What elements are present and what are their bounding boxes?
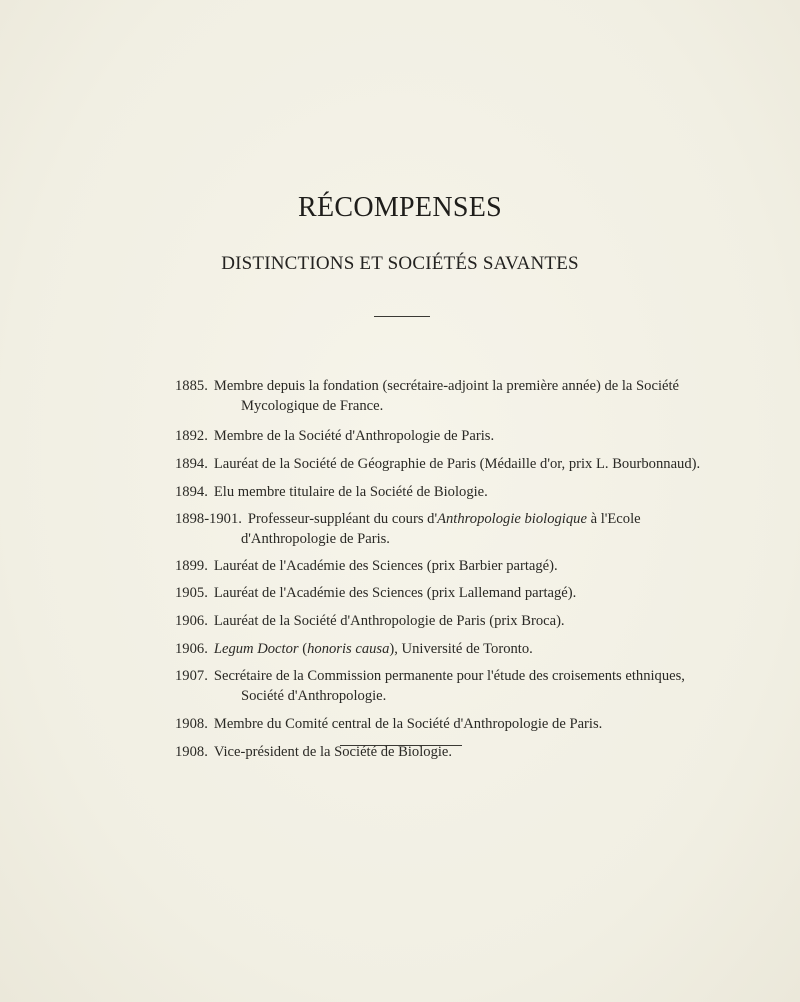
entry-text: Membre depuis la fondation (secrétaire-adjoint la première année) de la Société Mycologique de France. — [213, 378, 680, 414]
list-item — [175, 509, 715, 549]
entry-year: 1906. — [175, 641, 208, 657]
list-item — [175, 666, 715, 706]
entry-year: 1885. — [175, 378, 208, 394]
entry-text: Professeur-suppléant du cours d' — [247, 511, 438, 527]
entry-text: Elu membre titulaire de la Société de Biologie. — [213, 484, 488, 500]
entry-text-after: ), Université de Toronto. — [389, 641, 533, 657]
entry-text: Membre de la Société d'Anthropologie de Paris. — [213, 428, 495, 444]
entry-year: 1908. — [175, 716, 208, 732]
entry-year: 1894. — [175, 484, 208, 500]
entry-text: ( — [298, 641, 308, 657]
entry-year: 1892. — [175, 428, 208, 444]
entry-text-italic: honoris causa — [307, 641, 390, 657]
list-item — [175, 714, 715, 734]
entry-text: Membre du Comité central de la Société d'Anthropologie de Paris. — [213, 716, 603, 732]
entry-text-after: à l'Ecole d'Anthropologie de Paris. — [241, 511, 641, 547]
divider-top — [374, 316, 430, 317]
entry-year: 1898-1901. — [175, 511, 242, 527]
page-title: RÉCOMPENSES — [297, 192, 503, 223]
entry-text: Lauréat de la Société de Géographie de Paris (Médaille d'or, prix L. Bourbonnaud). — [213, 456, 701, 472]
entry-year: 1899. — [175, 558, 208, 574]
entry-text: Lauréat de l'Académie des Sciences (prix Barbier partagé). — [213, 558, 558, 574]
entry-year: 1908. — [175, 744, 208, 760]
list-item — [175, 639, 715, 659]
list-item — [175, 426, 715, 446]
entry-year: 1906. — [175, 613, 208, 629]
list-item — [175, 611, 715, 631]
divider-bottom — [340, 745, 462, 746]
list-item — [175, 482, 715, 502]
entry-text: Lauréat de l'Académie des Sciences (prix Lallemand partagé). — [213, 585, 577, 601]
list-item — [175, 454, 715, 474]
entry-text: Secrétaire de la Commission permanente pour l'étude des croisements ethniques, Société d'Anthropologie. — [213, 668, 685, 704]
list-item — [175, 556, 715, 576]
entry-text: Lauréat de la Société d'Anthropologie de Paris (prix Broca). — [213, 613, 565, 629]
entry-text: Vice-président de la Société de Biologie. — [213, 744, 453, 760]
entry-text-italic: Legum Doctor — [213, 641, 299, 657]
entry-year: 1907. — [175, 668, 208, 684]
entry-year: 1894. — [175, 456, 208, 472]
page-subtitle: DISTINCTIONS ET SOCIÉTÉS SAVANTES — [221, 253, 579, 274]
entry-year: 1905. — [175, 585, 208, 601]
entry-text-italic: Anthropologie biologique — [437, 511, 587, 527]
list-item — [175, 376, 715, 416]
list-item — [175, 583, 715, 603]
